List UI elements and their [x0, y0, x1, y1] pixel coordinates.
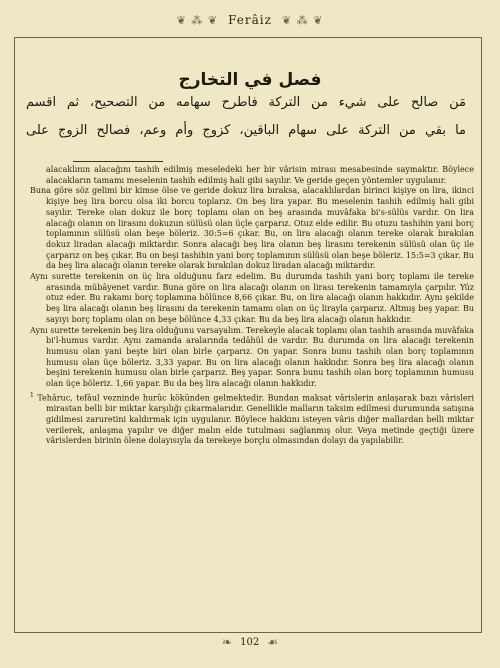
header-ornament-right: ❦ ⁂ ❦ — [281, 13, 324, 27]
footnote — [30, 391, 474, 447]
arabic-section-title: فصل في التخارج — [178, 70, 322, 90]
footnote-text: Tehâruc, tefâul vezninde hurûc kökünden gelmektedir. Bundan maksat vârislerin anlaşarak bazı vârisleri mirastan belli bir miktar karşılığı çıkarmalarıdır. Genellikle malların taksim edilmesi durumunda satışına gidilmesi zaruretini kaldırmak için uygulanır. Böylece hakkını isteyen vâris diğer mallardan belli miktar verilerek, anlaşma yapılır ve diğer malın elde tutulması sağlanmış olur. Veya metinde geçtiği üzere vârislerden birinin ölene dolayısıyla da terekeye borçlu olmasından dolayı da yapılabilir. — [37, 393, 475, 446]
paragraph-3: Aynı surette terekenin on üç lira olduğunu farz edelim. Bu durumda tashih yani borç toplamı ile tereke arasında mübâyenet vardır. Buna göre on lira alacağı olanın on lirası terekenin tamamıyla çarpılır. Yüz otuz eder. Bu rakamı borç toplamına bölünce 8,66 çıkar. Bu, on lira alacağı olanın hakkıdır. Aynı şekilde beş lira alacağı olanın beş lirasını da terekenin tamamı olan on üç liraylа çarparız. Altmış beş yapar. Bu sayıyı borç toplamı olan on beşe bölünce 4,33 çıkar. Bu da beş lira alacağı olanın hakkıdır. — [30, 272, 474, 324]
footer-ornament-right: ☙ — [267, 635, 278, 649]
footnote-mark: 1 — [30, 391, 34, 399]
footer-ornament-left: ❧ — [222, 635, 233, 649]
paragraph-4: Aynı surette terekenin beş lira olduğunu varsayalım. Terekeyle alacak toplamı olan tashih arasında muvâfaka bi'l-humus vardır. Aynı zamanda aralarında tedâhül de vardır. Bu durumda on lira alacağı terekenin humusu olan yani beşte biri olan birle çarparız. On yapar. Sonra bunu tashih olan borç toplamının humusu olan üçe böleriz. 3,33 yapar. Bu on lira alacağı olanın hakkıdır. Sonra beş lira alacağı olanın beşini terekenin humusu olan birle çarparız. Beş yapar. Sonra bunu tashih olan borç toplamının humusu olan üçe böleriz. 1,66 yapar. Bu da beş lira alacağı olanın hakkıdır. — [30, 325, 475, 389]
body-text — [30, 165, 474, 447]
paragraph-2: Buna göre söz gelimi bir kimse ölse ve geride dokuz lira bıraksa, alacaklılardan birinci kişiye on lira, ikinci kişiye beş lira borcu olsa iki borcu toplarız. On beş lira yapar. Bu meselenin tashih edilmiş hali gibi sayılır. Tereke olan dokuz ile borç toplamı olan on beş arasında muvâfaka bi's-sülüs vardır. On lira alacağı olanın on lirasını dokuzun sülüsü olan üçle çarparız. Otuz elde edilir. Bu otuzu tashihin yani borç toplamının sülüsü olan beşe böleriz. 30:5=6 çıkar. Bu, on lira alacağı olanın tereke olarak bırakılan dokuz liradan alacağı miktardır. Sonra alacağı beş lira olanın beş lirasını terekenin sülüsü olan üç ile çarparız on beş çıkar. Bu on beşi tashihin yani borç toplamının sülüsü olan beşe böleriz. 15:5=3 çıkar. Bu da beş lira alacağı olanın tereke olarak bırakılan dokuz liradan alacağı miktardır. — [30, 186, 474, 271]
arabic-text-line-1: مَن صالح على شيء من التركة فاطرح سهامه من التصحيح، ثم اقسم — [26, 95, 466, 110]
header-title: Ferâiz — [228, 13, 272, 27]
paragraph-1: alacaklının alacağını tashih edilmiş meseledeki her bir vârisin mirası mesabesinde saymaktır. Böylece alacakların tamamı meselenin tashih edilmiş hali gibi sayılır. Ve geride geçen yöntemler uygulanır. — [46, 165, 474, 185]
page-number: 102 — [240, 636, 260, 648]
separator-rule — [73, 161, 163, 162]
arabic-text-line-2: ما بقي من التركة على سهام الباقين، كزوج وأم وعم، فصالح الزوج على — [26, 123, 466, 138]
running-header — [0, 6, 500, 34]
page-footer — [0, 632, 500, 652]
header-ornament-left: ❦ ⁂ ❦ — [176, 13, 219, 27]
